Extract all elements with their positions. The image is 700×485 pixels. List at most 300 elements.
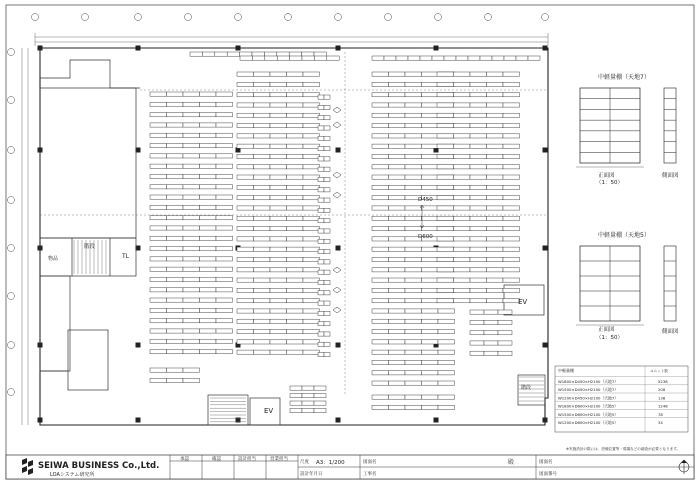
shelf-unit bbox=[216, 236, 233, 240]
shelf-unit bbox=[503, 154, 520, 158]
shelf-unit bbox=[487, 103, 504, 107]
shelf-unit bbox=[405, 216, 422, 220]
shelf-unit bbox=[503, 278, 520, 282]
shelf-unit bbox=[183, 350, 200, 354]
shelf-unit bbox=[487, 237, 504, 241]
legend-title: 中軽量棚 bbox=[558, 368, 574, 373]
shelf-unit bbox=[318, 332, 324, 336]
legend-count: 208 bbox=[658, 387, 666, 393]
elevation-side-label-7: 側面図 bbox=[662, 173, 679, 179]
structural-column bbox=[336, 46, 341, 51]
shelf-unit bbox=[324, 219, 330, 223]
shelf-unit bbox=[216, 123, 233, 127]
shelf-unit bbox=[396, 56, 408, 60]
shelf-unit bbox=[237, 72, 254, 76]
shelf-unit bbox=[372, 330, 389, 334]
shelf-unit bbox=[422, 134, 439, 138]
shelf-unit bbox=[270, 278, 287, 282]
shelf-unit bbox=[437, 134, 454, 138]
shelf-unit bbox=[150, 329, 167, 333]
shelf-unit bbox=[287, 165, 304, 169]
shelf-unit bbox=[372, 206, 389, 210]
shelf-unit bbox=[254, 268, 271, 272]
shelf-unit bbox=[405, 330, 422, 334]
shelf-unit bbox=[287, 103, 304, 107]
shelf-unit bbox=[287, 278, 304, 282]
shelf-unit bbox=[237, 124, 254, 128]
shelf-unit bbox=[372, 103, 389, 107]
shelf-unit bbox=[167, 195, 184, 199]
shelf-unit bbox=[405, 227, 422, 231]
shelf-unit bbox=[237, 330, 254, 334]
shelf-unit bbox=[200, 339, 217, 343]
shelf-unit bbox=[150, 185, 167, 189]
shelf-unit bbox=[324, 353, 330, 357]
shelf-unit bbox=[167, 174, 184, 178]
shelf-unit bbox=[254, 309, 271, 313]
shelf-unit bbox=[302, 394, 314, 398]
shelf-unit bbox=[422, 257, 439, 261]
shelf-unit bbox=[200, 154, 217, 158]
structural-column bbox=[136, 343, 141, 348]
shelf-unit bbox=[270, 175, 287, 179]
shelf-unit bbox=[422, 309, 439, 313]
shelf-unit bbox=[470, 206, 487, 210]
shelf-unit bbox=[437, 144, 454, 148]
shelf-unit bbox=[183, 123, 200, 127]
shelf-unit bbox=[503, 196, 520, 200]
shelf-unit bbox=[487, 196, 504, 200]
shelf-unit bbox=[438, 381, 455, 385]
shelf-unit bbox=[503, 124, 520, 128]
shelf-unit bbox=[372, 319, 389, 323]
shelf-unit bbox=[324, 198, 330, 202]
shelf-unit bbox=[254, 82, 271, 86]
shelf-unit bbox=[487, 134, 504, 138]
legend-spec: W1500×D600×H2100（天地5） bbox=[558, 411, 619, 417]
shelf-unit bbox=[254, 247, 271, 251]
shelf-unit bbox=[318, 157, 324, 161]
shelf-unit bbox=[183, 247, 200, 251]
shelf-unit bbox=[227, 52, 239, 56]
shelf-unit bbox=[372, 154, 389, 158]
shelf-unit bbox=[287, 330, 304, 334]
shelf-unit bbox=[287, 134, 304, 138]
shelf-unit bbox=[324, 270, 330, 274]
shelf-unit bbox=[150, 350, 167, 354]
shelf-unit bbox=[422, 299, 439, 303]
shelf-unit bbox=[150, 267, 167, 271]
shelf-unit bbox=[303, 72, 320, 76]
shelf-unit bbox=[216, 133, 233, 137]
shelf-unit bbox=[216, 257, 233, 261]
shelf-unit bbox=[270, 165, 287, 169]
shelf-unit bbox=[389, 82, 406, 86]
shelf-unit bbox=[372, 56, 384, 60]
shelf-unit bbox=[290, 386, 302, 390]
shelf-unit bbox=[237, 165, 254, 169]
shelf-unit bbox=[237, 257, 254, 261]
shelf-unit bbox=[200, 308, 217, 312]
shelf-unit bbox=[167, 185, 184, 189]
shelf-unit bbox=[484, 351, 498, 355]
shelf-unit bbox=[270, 216, 287, 220]
ev-label-right: EV bbox=[518, 298, 528, 306]
shelf-unit bbox=[324, 322, 330, 326]
shelf-unit bbox=[150, 92, 167, 96]
shelf-unit bbox=[303, 144, 320, 148]
shelf-unit bbox=[487, 299, 504, 303]
shelf-unit bbox=[183, 236, 200, 240]
shelf-unit bbox=[270, 185, 287, 189]
shelf-unit bbox=[287, 288, 304, 292]
shelf-unit bbox=[454, 237, 471, 241]
shelf-unit bbox=[498, 320, 512, 324]
shelf-unit bbox=[167, 113, 184, 117]
header-check: 確認 bbox=[212, 457, 221, 462]
shelf-unit bbox=[454, 299, 471, 303]
shelf-unit bbox=[405, 82, 422, 86]
shelf-unit bbox=[422, 405, 439, 409]
shelf-unit bbox=[487, 206, 504, 210]
shelf-unit bbox=[372, 299, 389, 303]
room-label: 物品 bbox=[48, 256, 59, 262]
shelf-unit bbox=[254, 340, 271, 344]
shelf-unit bbox=[503, 144, 520, 148]
shelf-unit bbox=[302, 409, 314, 413]
shelf-unit bbox=[405, 268, 422, 272]
shelf-unit bbox=[302, 52, 314, 56]
shelf-unit bbox=[200, 257, 217, 261]
shelf-unit bbox=[270, 124, 287, 128]
shelf-unit bbox=[324, 177, 330, 181]
shelf-unit bbox=[372, 405, 389, 409]
shelf-unit bbox=[318, 126, 324, 130]
shelf-unit bbox=[318, 280, 324, 284]
shelf-unit bbox=[372, 288, 389, 292]
shelf-unit bbox=[437, 185, 454, 189]
shelf-unit bbox=[167, 319, 184, 323]
shelf-unit bbox=[183, 102, 200, 106]
shelf-unit bbox=[422, 175, 439, 179]
shelf-unit bbox=[183, 288, 200, 292]
shelf-unit bbox=[270, 340, 287, 344]
shelf-unit bbox=[254, 72, 271, 76]
header-designer: 設計担当 bbox=[238, 457, 256, 462]
shelf-unit bbox=[200, 226, 217, 230]
shelf-unit bbox=[287, 340, 304, 344]
shelf-unit bbox=[150, 257, 167, 261]
shelf-unit bbox=[454, 82, 471, 86]
shelf-unit bbox=[167, 368, 184, 372]
shelf-unit bbox=[202, 52, 214, 56]
shelf-unit bbox=[454, 216, 471, 220]
shelf-unit bbox=[487, 72, 504, 76]
shelf-unit bbox=[503, 103, 520, 107]
legend-count: 78 bbox=[658, 411, 663, 417]
shelf-unit bbox=[302, 56, 314, 60]
shelf-unit bbox=[372, 93, 389, 97]
shelf-unit bbox=[303, 278, 320, 282]
shelf-unit bbox=[372, 309, 389, 313]
shelf-unit bbox=[150, 378, 167, 382]
shelf-unit bbox=[150, 195, 167, 199]
shelf-unit bbox=[237, 350, 254, 354]
shelf-unit bbox=[324, 280, 330, 284]
shelf-unit bbox=[405, 371, 422, 375]
shelf-unit bbox=[372, 360, 389, 364]
shelf-unit bbox=[150, 236, 167, 240]
shelf-unit bbox=[303, 165, 320, 169]
shelf-unit bbox=[303, 227, 320, 231]
shelf-unit bbox=[303, 196, 320, 200]
shelf-unit bbox=[287, 216, 304, 220]
shelf-unit bbox=[150, 174, 167, 178]
shelf-unit bbox=[389, 72, 406, 76]
shelf-unit bbox=[150, 154, 167, 158]
shelf-unit bbox=[405, 405, 422, 409]
shelf-unit bbox=[150, 102, 167, 106]
shelf-unit bbox=[190, 52, 202, 56]
shelf-unit bbox=[167, 298, 184, 302]
shelf-unit bbox=[287, 309, 304, 313]
shelf-unit bbox=[487, 113, 504, 117]
shelf-unit bbox=[303, 175, 320, 179]
shelf-unit bbox=[183, 319, 200, 323]
shelf-unit bbox=[216, 319, 233, 323]
shelf-unit bbox=[183, 329, 200, 333]
shelf-unit bbox=[484, 320, 498, 324]
shelf-unit bbox=[318, 239, 324, 243]
shelf-unit bbox=[324, 301, 330, 305]
shelf-unit bbox=[422, 154, 439, 158]
shelf-unit bbox=[454, 185, 471, 189]
shelf-unit bbox=[405, 113, 422, 117]
shelf-unit bbox=[287, 247, 304, 251]
shelf-unit bbox=[454, 154, 471, 158]
structural-column bbox=[543, 343, 548, 348]
shelf-unit bbox=[167, 92, 184, 96]
shelf-unit bbox=[372, 395, 389, 399]
shelf-unit bbox=[318, 198, 324, 202]
shelf-unit bbox=[389, 405, 406, 409]
shelf-unit bbox=[254, 319, 271, 323]
legend-spec: W1500×D450×H2100（天地7） bbox=[558, 387, 619, 393]
design-date-label: 設計年月日 bbox=[300, 472, 323, 477]
shelf-unit bbox=[318, 167, 324, 171]
elevation-front-label-7: 正面図 bbox=[598, 173, 615, 179]
shelf-unit bbox=[389, 124, 406, 128]
shelf-unit bbox=[405, 72, 422, 76]
shelf-unit bbox=[324, 239, 330, 243]
shelf-unit bbox=[200, 288, 217, 292]
shelf-unit bbox=[454, 124, 471, 128]
shelf-unit bbox=[420, 56, 432, 60]
shelf-unit bbox=[200, 247, 217, 251]
shelf-unit bbox=[254, 134, 271, 138]
shelf-unit bbox=[405, 175, 422, 179]
shelf-unit bbox=[150, 164, 167, 168]
shelf-unit bbox=[270, 288, 287, 292]
shelf-unit bbox=[487, 165, 504, 169]
shelf-unit bbox=[303, 288, 320, 292]
shelf-unit bbox=[503, 257, 520, 261]
shelf-unit bbox=[389, 381, 406, 385]
shelf-unit bbox=[487, 216, 504, 220]
drawing-no-label: 図面番号 bbox=[539, 472, 557, 477]
legend-spec: W1200×D600×H2100（天地5） bbox=[558, 420, 619, 425]
shelf-unit bbox=[183, 205, 200, 209]
shelf-unit bbox=[454, 288, 471, 292]
shelf-unit bbox=[200, 216, 217, 220]
shelf-unit bbox=[372, 227, 389, 231]
shelf-unit bbox=[484, 341, 498, 345]
shelf-unit bbox=[216, 308, 233, 312]
shelf-unit bbox=[254, 113, 271, 117]
shelf-unit bbox=[314, 409, 326, 413]
shelf-unit bbox=[303, 309, 320, 313]
shelf-unit bbox=[487, 175, 504, 179]
shelf-unit bbox=[270, 196, 287, 200]
shelf-unit bbox=[438, 360, 455, 364]
shelf-unit bbox=[290, 56, 302, 60]
shelf-unit bbox=[470, 257, 487, 261]
shelf-unit bbox=[237, 216, 254, 220]
shelf-unit bbox=[470, 175, 487, 179]
shelf-unit bbox=[437, 216, 454, 220]
shelf-unit bbox=[470, 320, 484, 324]
shelf-unit bbox=[287, 257, 304, 261]
shelf-unit bbox=[422, 371, 439, 375]
shelf-unit bbox=[167, 205, 184, 209]
shelf-unit bbox=[503, 185, 520, 189]
shelf-unit bbox=[287, 299, 304, 303]
shelf-unit bbox=[422, 113, 439, 117]
structural-column bbox=[136, 418, 141, 423]
shelf-unit bbox=[405, 350, 422, 354]
shelf-unit bbox=[324, 188, 330, 192]
shelf-unit bbox=[318, 342, 324, 346]
shelf-unit bbox=[389, 319, 406, 323]
shelf-unit bbox=[384, 56, 396, 60]
shelf-unit bbox=[237, 309, 254, 313]
shelf-unit bbox=[270, 319, 287, 323]
shelf-unit bbox=[454, 134, 471, 138]
shelf-unit bbox=[437, 124, 454, 128]
structural-column bbox=[543, 418, 548, 423]
shelf-unit bbox=[503, 82, 520, 86]
shelf-unit bbox=[318, 116, 324, 120]
shelf-unit bbox=[484, 310, 498, 314]
shelf-unit bbox=[470, 165, 487, 169]
shelf-unit bbox=[498, 351, 512, 355]
shelf-unit bbox=[422, 395, 439, 399]
shelf-unit bbox=[487, 124, 504, 128]
legend-spec: W1800×D600×H2100（天地5） bbox=[558, 403, 619, 409]
shelf-unit bbox=[422, 278, 439, 282]
shelf-unit bbox=[454, 206, 471, 210]
shelf-unit bbox=[454, 165, 471, 169]
shelf-unit bbox=[150, 308, 167, 312]
stairs-label-right: 階段 bbox=[521, 385, 532, 391]
shelf-unit bbox=[314, 56, 326, 60]
shelf-unit bbox=[422, 247, 439, 251]
shelf-unit bbox=[216, 216, 233, 220]
shelf-unit bbox=[277, 52, 289, 56]
drawing-name-label: 図面名 bbox=[363, 460, 377, 465]
shelf-unit bbox=[183, 298, 200, 302]
shelf-unit bbox=[372, 124, 389, 128]
shelf-unit bbox=[150, 205, 167, 209]
shelf-unit bbox=[270, 299, 287, 303]
shelf-unit bbox=[372, 185, 389, 189]
shelf-unit bbox=[183, 257, 200, 261]
shelf-unit bbox=[437, 288, 454, 292]
shelf-unit bbox=[167, 378, 184, 382]
shelf-unit bbox=[324, 95, 330, 99]
shelf-unit bbox=[303, 237, 320, 241]
shelf-unit bbox=[470, 113, 487, 117]
shelf-unit bbox=[150, 339, 167, 343]
shelf-unit bbox=[303, 340, 320, 344]
shelf-unit bbox=[303, 330, 320, 334]
shelf-unit bbox=[254, 330, 271, 334]
shelf-unit bbox=[437, 247, 454, 251]
shelf-unit bbox=[422, 93, 439, 97]
shelf-unit bbox=[389, 278, 406, 282]
shelf-unit bbox=[150, 226, 167, 230]
shelf-unit bbox=[290, 401, 302, 405]
shelf-unit bbox=[405, 93, 422, 97]
shelf-unit bbox=[287, 113, 304, 117]
shelf-unit bbox=[389, 309, 406, 313]
shelf-unit bbox=[183, 144, 200, 148]
shelf-unit bbox=[389, 165, 406, 169]
shelf-unit bbox=[237, 227, 254, 231]
shelf-unit bbox=[254, 124, 271, 128]
shelf-unit bbox=[437, 93, 454, 97]
elevation-scale-7: （1：50） bbox=[596, 180, 623, 186]
shelf-unit bbox=[422, 124, 439, 128]
shelf-unit bbox=[324, 116, 330, 120]
shelf-unit bbox=[503, 247, 520, 251]
legend-unit-header: ユニット数 bbox=[650, 369, 668, 373]
shelf-unit bbox=[498, 310, 512, 314]
structural-column bbox=[336, 343, 341, 348]
shelf-unit bbox=[437, 278, 454, 282]
shelf-unit bbox=[237, 299, 254, 303]
shelf-unit bbox=[183, 185, 200, 189]
shelf-unit bbox=[405, 257, 422, 261]
shelf-unit bbox=[254, 257, 271, 261]
toilet-label: TL bbox=[122, 253, 130, 260]
shelf-unit bbox=[470, 268, 487, 272]
shelf-unit bbox=[237, 103, 254, 107]
shelf-unit bbox=[372, 371, 389, 375]
shelf-unit bbox=[389, 360, 406, 364]
shelf-unit bbox=[318, 136, 324, 140]
shelf-unit bbox=[318, 229, 324, 233]
shelf-unit bbox=[167, 339, 184, 343]
shelf-unit bbox=[438, 395, 455, 399]
shelf-unit bbox=[167, 267, 184, 271]
shelf-unit bbox=[200, 298, 217, 302]
shelf-unit bbox=[150, 277, 167, 281]
shelf-unit bbox=[303, 350, 320, 354]
legend-count: 138 bbox=[658, 395, 666, 401]
shelf-unit bbox=[287, 144, 304, 148]
shelf-unit bbox=[437, 268, 454, 272]
